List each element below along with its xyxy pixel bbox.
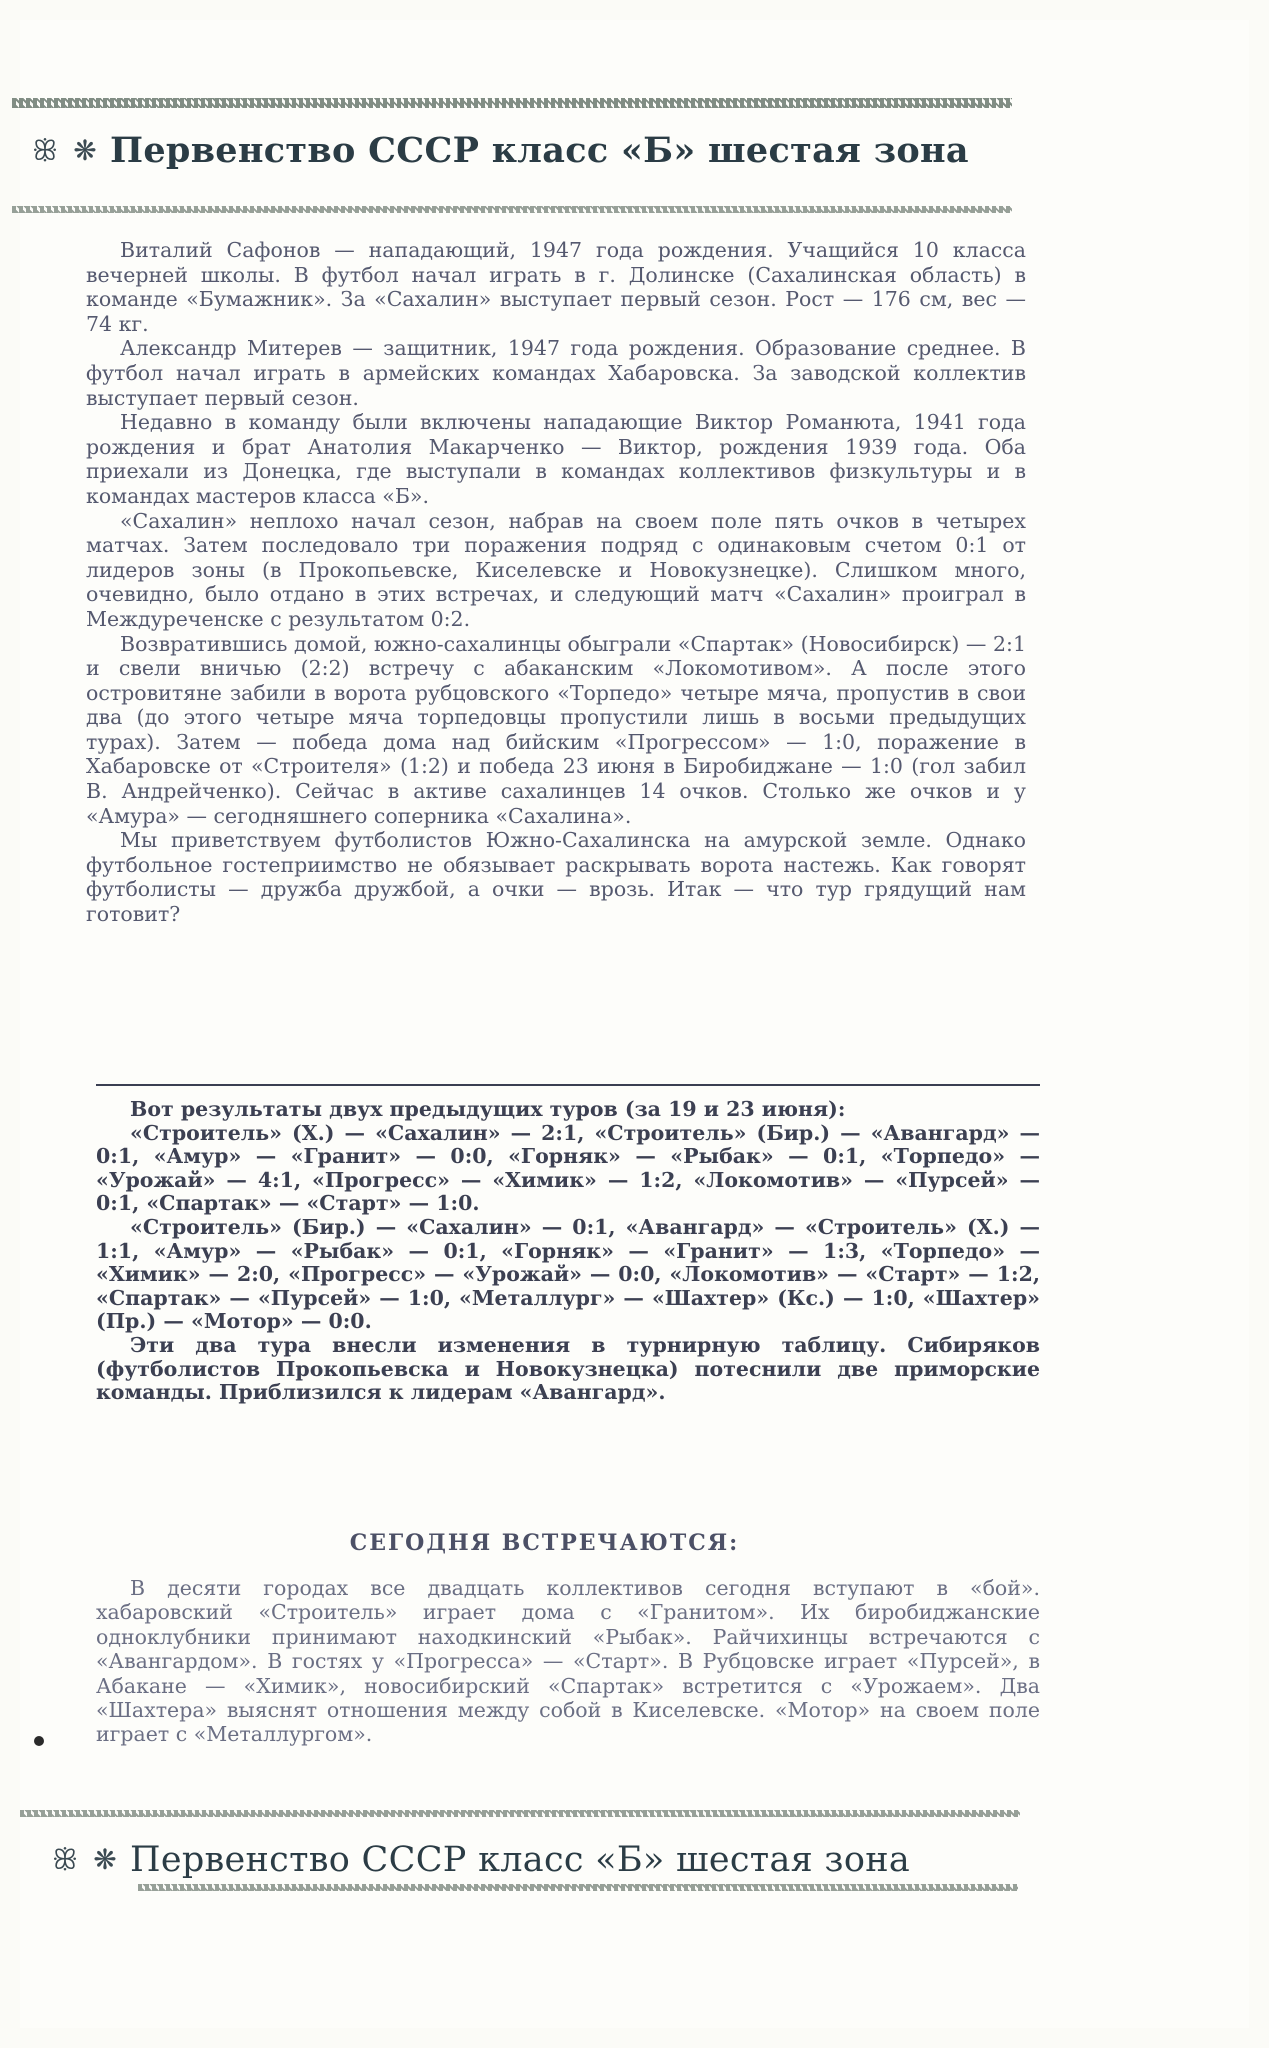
top-ornament-border-lower (12, 206, 1012, 213)
today-title: СЕГОДНЯ ВСТРЕЧАЮТСЯ: (349, 1530, 740, 1556)
results-heading: Вот результаты двух предыдущих туров (за 19 и 23 июня): (130, 1097, 846, 1121)
ornament-icon: ꕥ (32, 133, 58, 167)
bottom-ornament-border (20, 1810, 1020, 1817)
today-body (96, 1576, 1040, 1747)
footer-title: Первенство СССР класс «Б» шестая зона (130, 1840, 910, 1880)
ornament-icon: ❋ (93, 1843, 117, 1876)
bottom-header (50, 1840, 910, 1880)
article-paragraph: Мы приветствуем футболистов Южно-Сахалинска на амурской земле. Однако футбольное гостеприимство не обязывает раскрывать ворота настежь. Как говорят футболисты — дружба дружбой, а очки — врозь. Итак — что тур грядущий нам готовит? (86, 828, 1026, 927)
results-round-2: «Строитель» (Бир.) — «Сахалин» — 0:1, «Авангард» — «Строитель» (Х.) — 1:1, «Амур» — «Рыбак» — 0:1, «Горняк» — «Гранит» — 1:3, «Торпедо» — «Химик» — 2:0, «Прогресс» — «Урожай» — 0:0, «Локомотив» — «Старт» — 1:2, «Спартак» — «Пурсей» — 1:0, «Металлург» — «Шахтер» (Кс.) — 1:0, «Шахтер» (Пр.) — «Мотор» — 0:0. (96, 1214, 1040, 1334)
today-paragraph: В десяти городах все двадцать коллективов сегодня вступают в «бой». хабаровский «Строитель» играет дома с «Гранитом». Их биробиджанские одноклубники принимают находкинский «Рыбак». Райчихинцы встречаются с «Авангардом». В гостях у «Прогресса» — «Старт». В Рубцовске играет «Пурсей», в Абакане — «Химик», новосибирский «Спартак» встретится с «Урожаем». Два «Шахтера» выяснят отношения между собой в Киселевске. «Мотор» на своем поле играет с «Металлургом». (96, 1576, 1040, 1747)
article-paragraph: Возвратившись домой, южно-сахалинцы обыграли «Спартак» (Новосибирск) — 2:1 и свели вничью (2:2) встречу с абаканским «Локомотивом». А после этого островитяне забили в ворота рубцовского «Торпедо» четыре мяча, пропустив в свои два (до этого четыре мяча торпедовцы пропустили лишь в восьми предыдущих турах). Затем — победа дома над бийским «Прогрессом» — 1:0, поражение в Хабаровске от «Строителя» (1:2) и победа 23 июня в Биробиджане — 1:0 (гол забил В. Андрейченко). Сейчас в активе сахалинцев 14 очков. Столько же очков и у «Амура» — сегодняшнего соперника «Сахалина». (86, 631, 1026, 828)
article-paragraph: Александр Митерев — защитник, 1947 года рождения. Образование среднее. В футбол начал играть в армейских командах Хабаровска. За заводской коллектив выступает первый сезон. (86, 336, 1026, 410)
article-paragraph: Недавно в команду были включены нападающие Виктор Романюта, 1941 года рождения и брат Анатолия Макарченко — Виктор, рождения 1939 года. Оба приехали из Донецка, где выступали в командах коллективов физкультуры и в командах мастеров класса «Б». (86, 410, 1026, 508)
ornament-icon: ❋ (73, 133, 97, 167)
article-paragraph: «Сахалин» неплохо начал сезон, набрав на своем поле пять очков в четырех матчах. Затем последовало три поражения подряд с одинаковым счетом 0:1 от лидеров зоны (в Прокопьевске, Киселевске и Новокузнецке). Слишком много, очевидно, было отдано в этих встречах, и следующий матч «Сахалин» проиграл в Междуреченске с результатом 0:2. (86, 508, 1026, 631)
bullet-mark (34, 1736, 44, 1746)
program-page (20, 20, 1249, 2028)
top-ornament-border (12, 98, 1012, 108)
results-summary: Эти два тура внесли изменения в турнирную таблицу. Сибиряков (футболистов Прокопьевска и Новокузнецка) потеснили две приморские команды. Приблизился к лидерам «Авангард». (96, 1332, 1040, 1405)
results-round-1: «Строитель» (Х.) — «Сахалин» — 2:1, «Строитель» (Бир.) — «Авангард» — 0:1, «Амур» — «Гранит» — 0:0, «Горняк» — «Рыбак» — 0:1, «Торпедо» — «Урожай» — 4:1, «Прогресс» — «Химик» — 1:2, «Локомотив» — «Пурсей» — 0:1, «Спартак» — «Старт» — 1:0. (96, 1120, 1040, 1216)
article-body (86, 238, 1026, 927)
header-title: Первенство СССР класс «Б» шестая зона (110, 130, 969, 171)
section-divider (96, 1084, 1040, 1086)
results-section (96, 1098, 1040, 1405)
bottom-ornament-border-lower (138, 1884, 1018, 1891)
article-paragraph: Виталий Сафонов — нападающий, 1947 года рождения. Учащийся 10 класса вечерней школы. В футбол начал играть в г. Долинске (Сахалинская область) в команде «Бумажник». За «Сахалин» выступает первый сезон. Рост — 176 см, вес — 74 кг. (86, 238, 1026, 336)
ornament-icon: ꕥ (52, 1843, 78, 1876)
top-header (30, 130, 969, 171)
